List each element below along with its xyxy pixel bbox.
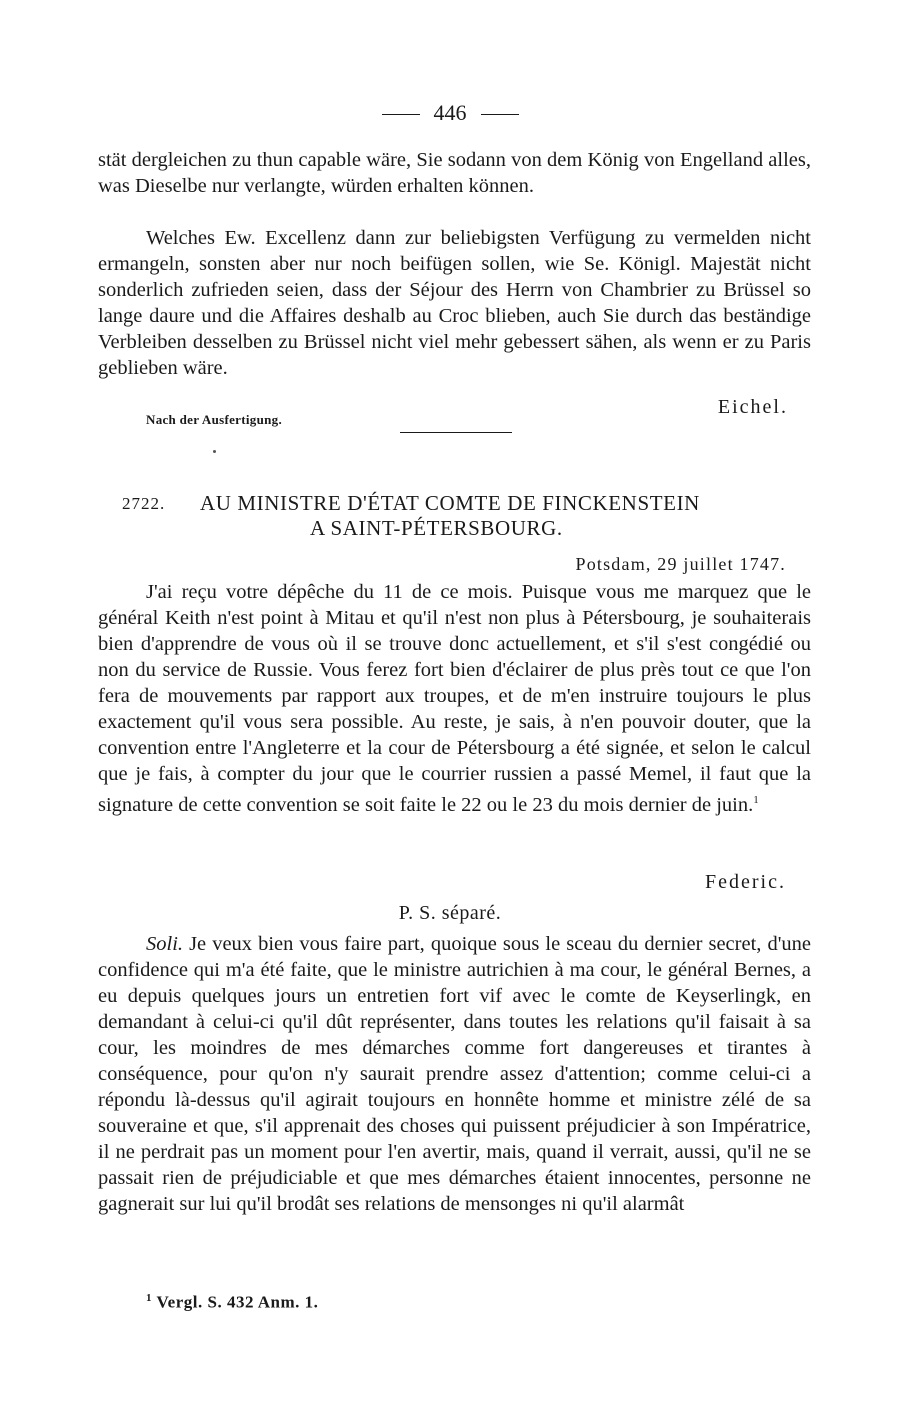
section-divider (400, 432, 512, 433)
letter1-signature: Eichel. (717, 396, 788, 418)
heading-line-1: AU MINISTRE D'ÉTAT COMTE DE FINCKENSTEIN (200, 491, 700, 515)
source-note: Nach der Ausfertigung. (146, 412, 283, 427)
page-header (0, 100, 900, 126)
header-dash-left (382, 114, 420, 115)
ps-body-text: Je veux bien vous faire part, quoique sous le sceau du dernier secret, d'une confidence qui m'a été faite, que le ministre autrichien à ma cour, le général Bernes, a eu depuis quelques jours un entretien fort vif avec le comte de Keyserlingk, en demandant à celui-ci qu'il dût représenter, dans toutes les relations qu'il faisait à sa cour, les moindres de mes démarches comme fort dangereuses et tirantes à conséquence, pour qu'on n'y saurait prendre assez d'attention; comme celui-ci a répondu là-dessus qu'il agirait toujours en honnête homme et ministre zélé de sa souveraine et que, s'il apprenait des choses qui puissent préjudicier à son Impératrice, il ne perdrait pas un moment pour l'en avertir, mais, quand il verrait, aussi, qu'il ne se passait rien de préjudiciable et que mes démarches étaient innocentes, personne ne gagnerait sur lui qu'il brodât ses relations de mensonges ni qu'il alarmât (98, 933, 811, 1215)
letter-number: 2722. (122, 494, 166, 513)
footnote-text: Vergl. S. 432 Anm. 1. (156, 1292, 319, 1312)
footnote-marker: 1 (146, 1292, 152, 1304)
letter2-body (98, 579, 811, 818)
header-dash-right (481, 114, 519, 115)
footnote (146, 1292, 318, 1313)
date-place: Potsdam, (575, 554, 652, 574)
footnote-reference: 1 (753, 794, 759, 806)
heading-line-2: A SAINT-PÉTERSBOURG. (310, 516, 563, 540)
letter1-paragraph-1: stät dergleichen zu thun capable wäre, Sie sodann von dem König von Engelland alles, was Dieselbe nur verlangte, würden erhalten können. (98, 149, 811, 197)
letter1-paragraph-2: Welches Ew. Excellenz dann zur beliebigsten Verfügung zu vermelden nicht ermangeln, sonsten aber nur noch beifügen sollen, wie Se. Königl. Majestät nicht sonderlich zufrieden seien, dass der Séjour des Herrn von Chambrier zu Brüssel so lange daure und die Affaires deshalb au Croc blieben, auch Sie durch das beständige Verbleiben desselben zu Brüssel nicht viel mehr gebessert sähen, als wenn er zu Paris geblieben wäre. (98, 227, 811, 379)
ps-body (98, 931, 811, 1217)
letter2-body-text: J'ai reçu votre dépêche du 11 de ce mois. Puisque vous me marquez que le général Keith n'est point à Mitau et qu'il n'est non plus à Pétersbourg, je souhaiterais bien d'apprendre de vous où il se trouve donc actuellement, et s'il s'est congédié ou non du service de Russie. Vous ferez fort bien d'éclairer de plus près tout ce que l'on fera de mouvements par rapport aux troupes, et de m'en instruire toujours le plus exactement qu'il vous sera possible. Au reste, je sais, à n'en pouvoir douter, que la convention entre l'Angleterre et la cour de Pétersbourg a été signée, et selon le calcul que je fais, à compter du jour que le courrier russien a passé Memel, il faut que la signature de cette convention se soit faite le 22 ou le 23 du mois dernier de juin. (98, 581, 811, 816)
ps-title: P. S. séparé. (398, 902, 502, 924)
page-number: 446 (433, 100, 467, 125)
print-speck (213, 450, 216, 453)
dateline (575, 554, 786, 575)
ps-lead: Soli. (146, 933, 184, 955)
date: 29 juillet 1747. (657, 554, 786, 574)
letter2-signature: Federic. (705, 871, 786, 893)
